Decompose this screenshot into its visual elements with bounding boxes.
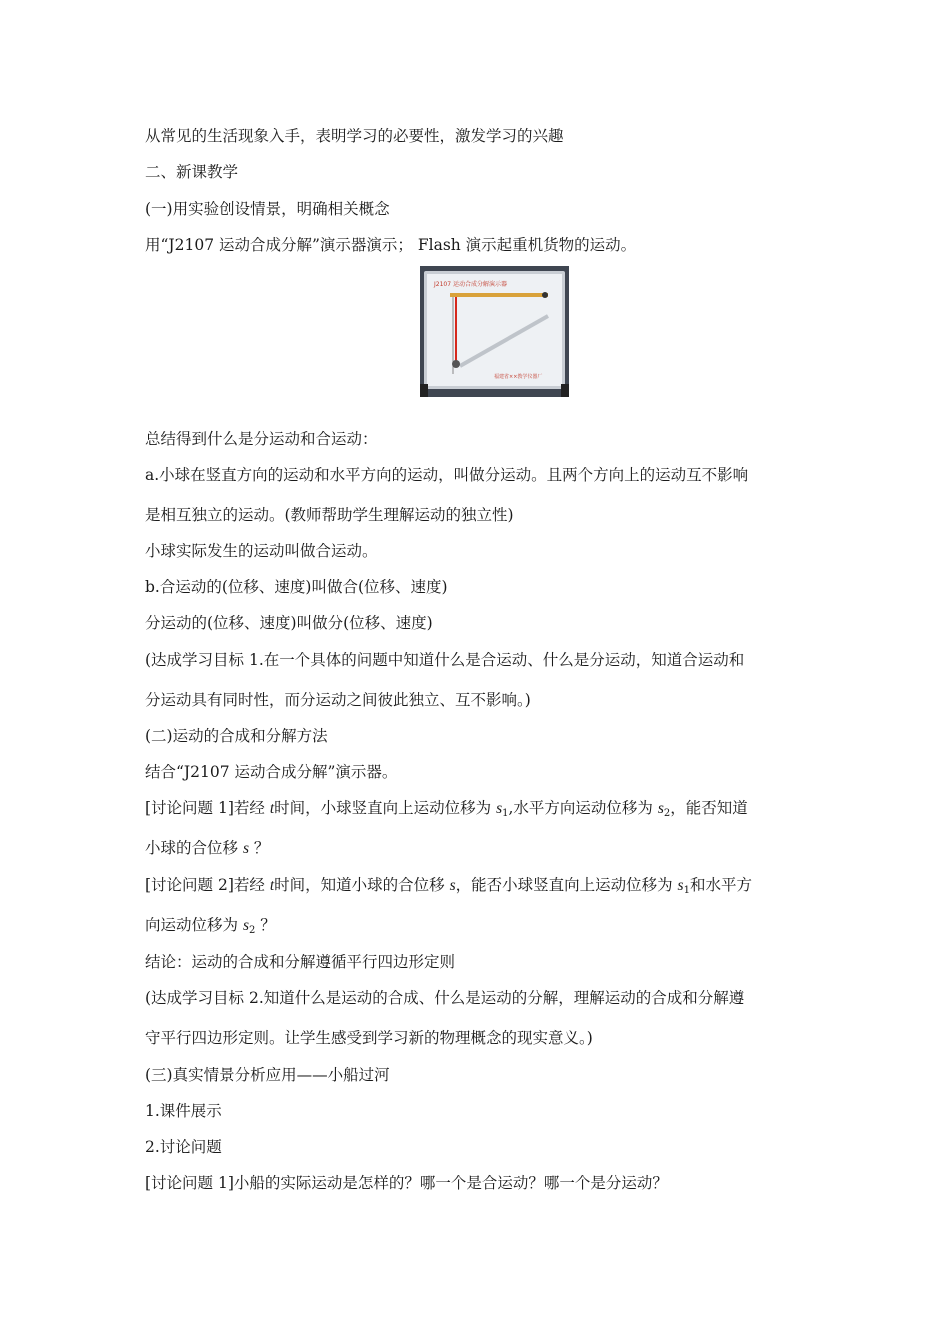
subsection-heading-3: (三)真实情景分析应用——小船过河 xyxy=(145,1066,390,1084)
conclusion: 结论：运动的合成和分解遵循平行四边形定则 xyxy=(145,953,456,971)
item-courseware: 1.课件展示 xyxy=(145,1102,222,1120)
goal-2-line2: 守平行四边形定则。让学生感受到学习新的物理概念的现实意义。) xyxy=(145,1029,593,1047)
paragraph-intro: 从常见的生活现象入手，表明学习的必要性，激发学习的兴趣 xyxy=(145,127,564,145)
goal-2-line1: (达成学习目标 2.知道什么是运动的合成、什么是运动的分解，理解运动的合成和分解遵 xyxy=(145,989,745,1007)
discussion-question-1: [讨论问题 1]若经 t时间，小球竖直向上运动位移为 $s_1$,水平方向运动位移为 $s_2$，能否知道 xyxy=(145,799,748,819)
demonstrator-illustration xyxy=(420,266,569,397)
item-discussion: 2.讨论问题 xyxy=(145,1138,222,1156)
section-heading-new-lesson: 二、新课教学 xyxy=(145,163,239,181)
paragraph-summary: 总结得到什么是分运动和合运动： xyxy=(145,430,378,448)
discussion-question-2-cont: 向运动位移为 $s_2$ ？ xyxy=(145,916,276,936)
demonstrator-photo xyxy=(420,266,569,397)
goal-1-line1: (达成学习目标 1.在一个具体的问题中知道什么是合运动、什么是分运动，知道合运动和 xyxy=(145,651,745,669)
paragraph-demo: 用“J2107 运动合成分解”演示器演示； Flash 演示起重机货物的运动。 xyxy=(145,236,637,254)
boat-discussion-question-1: [讨论问题 1]小船的实际运动是怎样的？哪一个是合运动？哪一个是分运动？ xyxy=(145,1174,668,1192)
paragraph-a-line2: 是相互独立的运动。(教师帮助学生理解运动的独立性) xyxy=(145,506,514,524)
paragraph-combine: 结合“J2107 运动合成分解”演示器。 xyxy=(145,763,398,781)
paragraph-a-line1: a.小球在竖直方向的运动和水平方向的运动，叫做分运动。且两个方向上的运动互不影响 xyxy=(145,466,749,484)
paragraph-b: b.合运动的(位移、速度)叫做合(位移、速度) xyxy=(145,578,448,596)
subsection-heading-2: (二)运动的合成和分解方法 xyxy=(145,727,328,745)
subsection-heading-1: (一)用实验创设情景，明确相关概念 xyxy=(145,200,390,218)
board-title-text: J2107 运动合成分解演示器 xyxy=(434,281,507,288)
board-maker-text: 福建省××教学仪器厂 xyxy=(494,374,543,380)
goal-1-line2: 分运动具有同时性，而分运动之间彼此独立、互不影响。) xyxy=(145,691,531,709)
discussion-question-1-cont: 小球的合位移 s ？ xyxy=(145,839,270,857)
paragraph-component: 分运动的(位移、速度)叫做分(位移、速度) xyxy=(145,614,433,632)
discussion-question-2: [讨论问题 2]若经 t时间，知道小球的合位移 s，能否小球竖直向上运动位移为 $s_1$和水平方 xyxy=(145,876,752,896)
paragraph-actual-motion: 小球实际发生的运动叫做合运动。 xyxy=(145,542,378,560)
